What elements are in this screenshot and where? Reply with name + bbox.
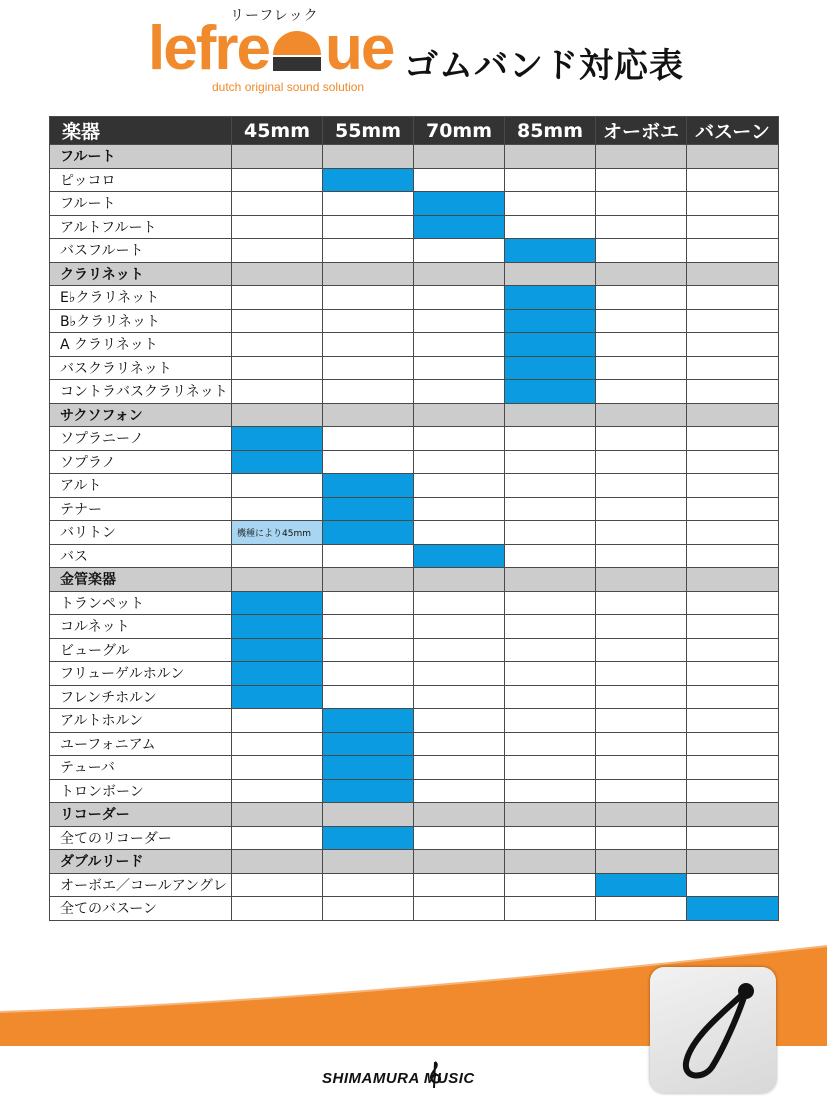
empty-cell — [505, 192, 596, 216]
empty-cell — [596, 568, 687, 592]
shimamura-music-brand — [322, 1070, 475, 1087]
empty-cell — [414, 521, 505, 545]
empty-cell — [687, 544, 779, 568]
empty-cell — [232, 145, 323, 169]
empty-cell — [596, 638, 687, 662]
empty-cell — [323, 403, 414, 427]
instrument-name: オーボエ／コールアングレ — [50, 873, 232, 897]
table-row — [50, 826, 779, 850]
compatible-cell — [232, 662, 323, 686]
table-row — [50, 215, 779, 239]
empty-cell — [687, 732, 779, 756]
compatible-cell — [232, 591, 323, 615]
empty-cell — [687, 497, 779, 521]
empty-cell — [596, 286, 687, 310]
instrument-name: アルト — [50, 474, 232, 498]
logo-ruby: リーフレック — [230, 8, 319, 24]
empty-cell — [414, 591, 505, 615]
empty-cell — [596, 685, 687, 709]
empty-cell — [414, 309, 505, 333]
table-row — [50, 685, 779, 709]
empty-cell — [687, 850, 779, 874]
empty-cell — [687, 615, 779, 639]
compatible-cell — [232, 685, 323, 709]
empty-cell — [414, 474, 505, 498]
empty-cell — [232, 779, 323, 803]
empty-cell — [596, 356, 687, 380]
empty-cell — [232, 850, 323, 874]
empty-cell — [687, 709, 779, 733]
empty-cell — [232, 474, 323, 498]
empty-cell — [596, 427, 687, 451]
compatible-cell — [323, 756, 414, 780]
page-header — [0, 0, 827, 110]
table-row — [50, 709, 779, 733]
table-row — [50, 521, 779, 545]
brand-text: SHIMAMURA MUSIC — [322, 1070, 475, 1087]
instrument-name: トランペット — [50, 591, 232, 615]
empty-cell — [414, 145, 505, 169]
empty-cell — [687, 521, 779, 545]
compatible-cell — [414, 544, 505, 568]
empty-cell — [232, 826, 323, 850]
column-header-4: 85mm — [505, 117, 596, 145]
empty-cell — [414, 427, 505, 451]
compatible-cell — [596, 873, 687, 897]
table-row — [50, 192, 779, 216]
empty-cell — [323, 262, 414, 286]
empty-cell — [414, 168, 505, 192]
empty-cell — [505, 662, 596, 686]
empty-cell — [687, 309, 779, 333]
empty-cell — [323, 873, 414, 897]
empty-cell — [687, 591, 779, 615]
empty-cell — [687, 403, 779, 427]
empty-cell — [323, 192, 414, 216]
empty-cell — [232, 333, 323, 357]
table-row — [50, 333, 779, 357]
category-row — [50, 262, 779, 286]
empty-cell — [323, 685, 414, 709]
column-header-2: 55mm — [323, 117, 414, 145]
empty-cell — [687, 333, 779, 357]
empty-cell — [687, 779, 779, 803]
empty-cell — [596, 615, 687, 639]
compatible-cell — [323, 474, 414, 498]
instrument-name: テナー — [50, 497, 232, 521]
empty-cell — [596, 145, 687, 169]
empty-cell — [505, 568, 596, 592]
empty-cell — [323, 662, 414, 686]
category-label: リコーダー — [50, 803, 232, 827]
logo-q-icon — [268, 18, 326, 66]
empty-cell — [687, 568, 779, 592]
empty-cell — [414, 286, 505, 310]
empty-cell — [323, 544, 414, 568]
compatible-cell — [505, 333, 596, 357]
empty-cell — [414, 732, 505, 756]
instrument-name: フレンチホルン — [50, 685, 232, 709]
empty-cell — [323, 615, 414, 639]
empty-cell — [414, 662, 505, 686]
empty-cell — [414, 450, 505, 474]
table-row — [50, 380, 779, 404]
empty-cell — [323, 803, 414, 827]
empty-cell — [232, 497, 323, 521]
compatible-cell — [232, 615, 323, 639]
compatible-cell — [323, 521, 414, 545]
empty-cell — [687, 192, 779, 216]
empty-cell — [505, 474, 596, 498]
instrument-name: フリューゲルホルン — [50, 662, 232, 686]
empty-cell — [414, 356, 505, 380]
compatible-cell — [323, 168, 414, 192]
empty-cell — [505, 427, 596, 451]
table-row — [50, 756, 779, 780]
empty-cell — [596, 309, 687, 333]
table-body — [50, 145, 779, 921]
empty-cell — [687, 685, 779, 709]
empty-cell — [232, 544, 323, 568]
empty-cell — [323, 568, 414, 592]
empty-cell — [687, 756, 779, 780]
empty-cell — [232, 709, 323, 733]
compatible-cell — [232, 638, 323, 662]
empty-cell — [505, 262, 596, 286]
instrument-name: ビューグル — [50, 638, 232, 662]
empty-cell — [596, 474, 687, 498]
empty-cell — [596, 521, 687, 545]
instrument-name: 全てのリコーダー — [50, 826, 232, 850]
category-row — [50, 403, 779, 427]
empty-cell — [596, 239, 687, 263]
empty-cell — [687, 262, 779, 286]
compatible-cell — [323, 732, 414, 756]
instrument-name: ピッコロ — [50, 168, 232, 192]
empty-cell — [232, 380, 323, 404]
treble-clef-icon — [426, 1060, 444, 1090]
instrument-name: バリトン — [50, 521, 232, 545]
compatible-cell — [414, 215, 505, 239]
rubber-band-photo — [650, 967, 776, 1093]
table-row — [50, 544, 779, 568]
empty-cell — [505, 145, 596, 169]
compatible-cell — [414, 192, 505, 216]
empty-cell — [505, 850, 596, 874]
empty-cell — [596, 215, 687, 239]
compatible-cell — [323, 779, 414, 803]
instrument-name: コルネット — [50, 615, 232, 639]
lefreque-logo: lefre ue — [148, 14, 394, 83]
table-row — [50, 427, 779, 451]
table-row — [50, 309, 779, 333]
empty-cell — [414, 333, 505, 357]
empty-cell — [505, 685, 596, 709]
instrument-name: アルトホルン — [50, 709, 232, 733]
empty-cell — [596, 544, 687, 568]
empty-cell — [232, 732, 323, 756]
table-row — [50, 638, 779, 662]
table-row — [50, 356, 779, 380]
empty-cell — [505, 403, 596, 427]
empty-cell — [505, 497, 596, 521]
empty-cell — [323, 591, 414, 615]
instrument-name: バスフルート — [50, 239, 232, 263]
compatible-cell — [232, 427, 323, 451]
category-label: サクソフォン — [50, 403, 232, 427]
empty-cell — [414, 568, 505, 592]
empty-cell — [687, 638, 779, 662]
page-title: ゴムバンド対応表 — [404, 46, 684, 86]
empty-cell — [414, 779, 505, 803]
instrument-name: ソプラニーノ — [50, 427, 232, 451]
column-header-1: 45mm — [232, 117, 323, 145]
empty-cell — [232, 262, 323, 286]
empty-cell — [232, 403, 323, 427]
table-row — [50, 450, 779, 474]
empty-cell — [505, 450, 596, 474]
category-row — [50, 568, 779, 592]
category-label: フルート — [50, 145, 232, 169]
instrument-name: トロンボーン — [50, 779, 232, 803]
empty-cell — [596, 380, 687, 404]
table-row — [50, 591, 779, 615]
empty-cell — [232, 286, 323, 310]
empty-cell — [232, 356, 323, 380]
empty-cell — [414, 803, 505, 827]
empty-cell — [232, 568, 323, 592]
empty-cell — [232, 192, 323, 216]
table-row — [50, 897, 779, 921]
table-row — [50, 873, 779, 897]
empty-cell — [414, 380, 505, 404]
table-row — [50, 615, 779, 639]
column-header-5: オーボエ — [596, 117, 687, 145]
compatible-cell — [323, 709, 414, 733]
category-row — [50, 803, 779, 827]
instrument-name: コントラバスクラリネット — [50, 380, 232, 404]
empty-cell — [596, 897, 687, 921]
empty-cell — [323, 215, 414, 239]
compatible-cell — [505, 309, 596, 333]
empty-cell — [596, 262, 687, 286]
instrument-name: B♭クラリネット — [50, 309, 232, 333]
empty-cell — [687, 380, 779, 404]
empty-cell — [323, 145, 414, 169]
empty-cell — [596, 192, 687, 216]
table-row — [50, 239, 779, 263]
empty-cell — [323, 333, 414, 357]
empty-cell — [323, 450, 414, 474]
empty-cell — [323, 638, 414, 662]
empty-cell — [232, 239, 323, 263]
empty-cell — [596, 450, 687, 474]
empty-cell — [323, 239, 414, 263]
compatible-cell — [323, 826, 414, 850]
empty-cell — [687, 145, 779, 169]
empty-cell — [414, 403, 505, 427]
band-compatibility-table — [49, 116, 779, 921]
empty-cell — [505, 521, 596, 545]
category-row — [50, 850, 779, 874]
empty-cell — [596, 732, 687, 756]
table-row — [50, 168, 779, 192]
compatible-cell — [323, 497, 414, 521]
empty-cell — [232, 215, 323, 239]
empty-cell — [323, 897, 414, 921]
empty-cell — [687, 427, 779, 451]
empty-cell — [687, 356, 779, 380]
empty-cell — [414, 615, 505, 639]
empty-cell — [596, 333, 687, 357]
empty-cell — [596, 497, 687, 521]
empty-cell — [414, 685, 505, 709]
empty-cell — [505, 803, 596, 827]
instrument-name: バス — [50, 544, 232, 568]
empty-cell — [596, 779, 687, 803]
instrument-name: フルート — [50, 192, 232, 216]
empty-cell — [505, 544, 596, 568]
instrument-name: アルトフルート — [50, 215, 232, 239]
category-label: クラリネット — [50, 262, 232, 286]
note-cell: 機種により45mm — [232, 521, 323, 545]
compatible-cell — [687, 897, 779, 921]
empty-cell — [505, 756, 596, 780]
empty-cell — [687, 803, 779, 827]
empty-cell — [232, 897, 323, 921]
instrument-name: E♭クラリネット — [50, 286, 232, 310]
instrument-name: 全てのバスーン — [50, 897, 232, 921]
empty-cell — [505, 591, 596, 615]
instrument-name: テューバ — [50, 756, 232, 780]
table-row — [50, 779, 779, 803]
empty-cell — [505, 826, 596, 850]
empty-cell — [505, 779, 596, 803]
empty-cell — [414, 497, 505, 521]
empty-cell — [687, 474, 779, 498]
empty-cell — [414, 638, 505, 662]
empty-cell — [414, 239, 505, 263]
empty-cell — [232, 756, 323, 780]
empty-cell — [323, 309, 414, 333]
empty-cell — [687, 450, 779, 474]
empty-cell — [596, 850, 687, 874]
empty-cell — [505, 897, 596, 921]
empty-cell — [687, 168, 779, 192]
empty-cell — [414, 826, 505, 850]
empty-cell — [232, 873, 323, 897]
empty-cell — [687, 239, 779, 263]
category-label: ダブルリード — [50, 850, 232, 874]
empty-cell — [505, 732, 596, 756]
table-row — [50, 662, 779, 686]
compatible-cell — [505, 356, 596, 380]
empty-cell — [323, 380, 414, 404]
empty-cell — [687, 873, 779, 897]
empty-cell — [505, 873, 596, 897]
empty-cell — [414, 709, 505, 733]
empty-cell — [687, 662, 779, 686]
empty-cell — [687, 286, 779, 310]
empty-cell — [687, 215, 779, 239]
compatible-cell — [505, 286, 596, 310]
empty-cell — [596, 591, 687, 615]
empty-cell — [414, 873, 505, 897]
table-header-row — [50, 117, 779, 145]
table-row — [50, 286, 779, 310]
logo-tagline: dutch original sound solution — [212, 80, 365, 94]
empty-cell — [505, 709, 596, 733]
empty-cell — [596, 709, 687, 733]
empty-cell — [596, 662, 687, 686]
empty-cell — [505, 168, 596, 192]
category-row — [50, 145, 779, 169]
empty-cell — [323, 427, 414, 451]
empty-cell — [505, 638, 596, 662]
empty-cell — [232, 309, 323, 333]
empty-cell — [414, 850, 505, 874]
column-header-3: 70mm — [414, 117, 505, 145]
empty-cell — [323, 850, 414, 874]
empty-cell — [596, 803, 687, 827]
empty-cell — [596, 403, 687, 427]
empty-cell — [414, 897, 505, 921]
empty-cell — [687, 826, 779, 850]
empty-cell — [323, 356, 414, 380]
table-row — [50, 497, 779, 521]
instrument-name: ユーフォニアム — [50, 732, 232, 756]
empty-cell — [596, 168, 687, 192]
empty-cell — [414, 262, 505, 286]
compatible-cell — [232, 450, 323, 474]
instrument-name: A クラリネット — [50, 333, 232, 357]
empty-cell — [596, 756, 687, 780]
column-header-6: バスーン — [687, 117, 779, 145]
empty-cell — [323, 286, 414, 310]
table-row — [50, 474, 779, 498]
empty-cell — [414, 756, 505, 780]
empty-cell — [232, 803, 323, 827]
column-header-instrument: 楽器 — [50, 117, 232, 145]
table-row — [50, 732, 779, 756]
empty-cell — [596, 826, 687, 850]
instrument-name: ソプラノ — [50, 450, 232, 474]
category-label: 金管楽器 — [50, 568, 232, 592]
instrument-name: バスクラリネット — [50, 356, 232, 380]
empty-cell — [232, 168, 323, 192]
empty-cell — [505, 615, 596, 639]
compatible-cell — [505, 380, 596, 404]
compatible-cell — [505, 239, 596, 263]
empty-cell — [505, 215, 596, 239]
